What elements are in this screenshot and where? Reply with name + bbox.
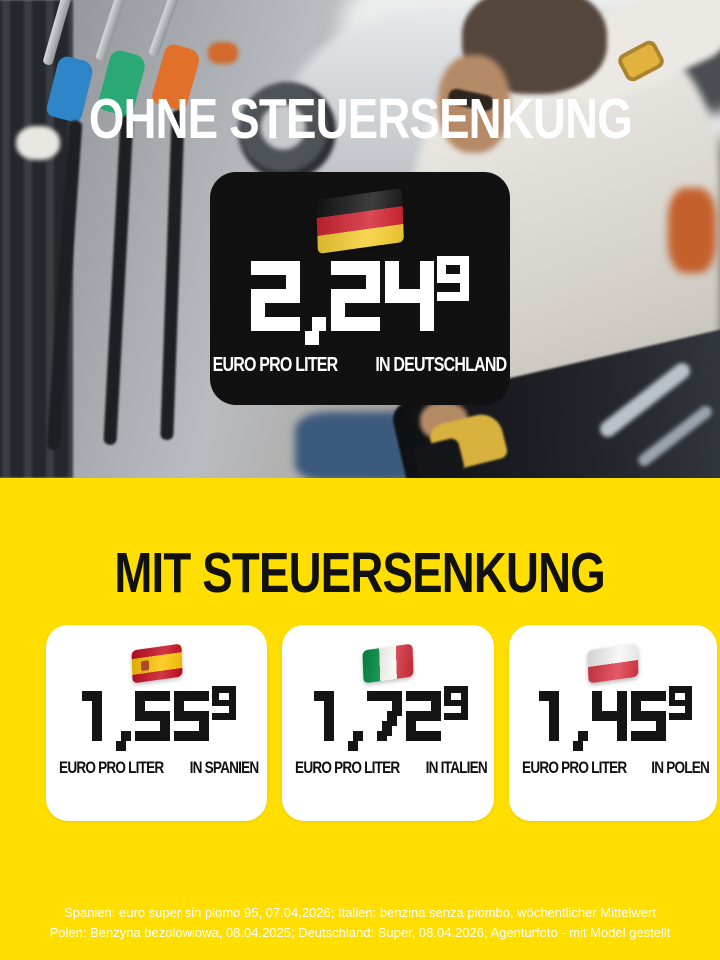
unit-line2: IN DEUTSCHLAND (375, 354, 507, 376)
photo-orange-object (668, 188, 716, 273)
country-cards-row (46, 625, 710, 821)
unit-line1: EURO PRO LITER (59, 758, 164, 777)
photo-car-mirror (208, 42, 238, 64)
headline-top-text: OHNE STEUERSENKUNG (88, 87, 632, 151)
price-italy (309, 691, 468, 751)
unit-label-poland (509, 758, 717, 778)
headline-bottom-text: MIT STEUERSENKUNG (114, 541, 606, 605)
price-italy-digits (309, 691, 441, 751)
unit-line1: EURO PRO LITER (522, 758, 627, 777)
unit-line1: EURO PRO LITER (212, 354, 338, 376)
headline-ohne-steuersenkung (0, 86, 720, 152)
unit-line2: IN ITALIEN (425, 758, 487, 777)
italy-flag-icon (363, 644, 414, 684)
price-poland (534, 691, 693, 751)
price-poland-digits (534, 691, 666, 751)
price-germany-digits (251, 261, 434, 345)
price-germany (251, 261, 469, 345)
germany-flag-icon (316, 188, 404, 254)
price-card-poland (509, 625, 717, 821)
headline-mit-steuersenkung (0, 540, 720, 606)
photo-fuel-hose-green (103, 115, 133, 445)
unit-label-germany (197, 354, 522, 378)
source-line-1: Spanien: euro super sin plomo 95, 07.04.2026; Italien: benzina senza piombo, wöchentlicher Mittelwert (64, 905, 656, 920)
unit-line1: EURO PRO LITER (295, 758, 400, 777)
price-spain (77, 691, 236, 751)
price-spain-superscript (212, 686, 236, 720)
photo-fuel-hose-orange (160, 110, 185, 440)
price-card-germany (210, 172, 510, 405)
price-germany-superscript (437, 256, 469, 301)
poland-flag-icon (587, 644, 638, 684)
price-italy-superscript (444, 686, 468, 720)
price-poland-superscript (669, 686, 693, 720)
source-footnote (0, 903, 720, 943)
spain-flag-icon (131, 644, 182, 684)
unit-label-italy (282, 758, 494, 778)
source-line-2: Polen: Benzyna bezolowiowa, 08.04.2025; Deutschland: Super, 08.04.2026; Agenturfoto - mit Model gestellt (49, 925, 671, 940)
price-spain-digits (77, 691, 209, 751)
price-card-italy (282, 625, 494, 821)
price-card-spain (46, 625, 267, 821)
unit-line2: IN POLEN (651, 758, 710, 777)
unit-line2: IN SPANIEN (189, 758, 259, 777)
unit-label-spain (46, 758, 267, 778)
